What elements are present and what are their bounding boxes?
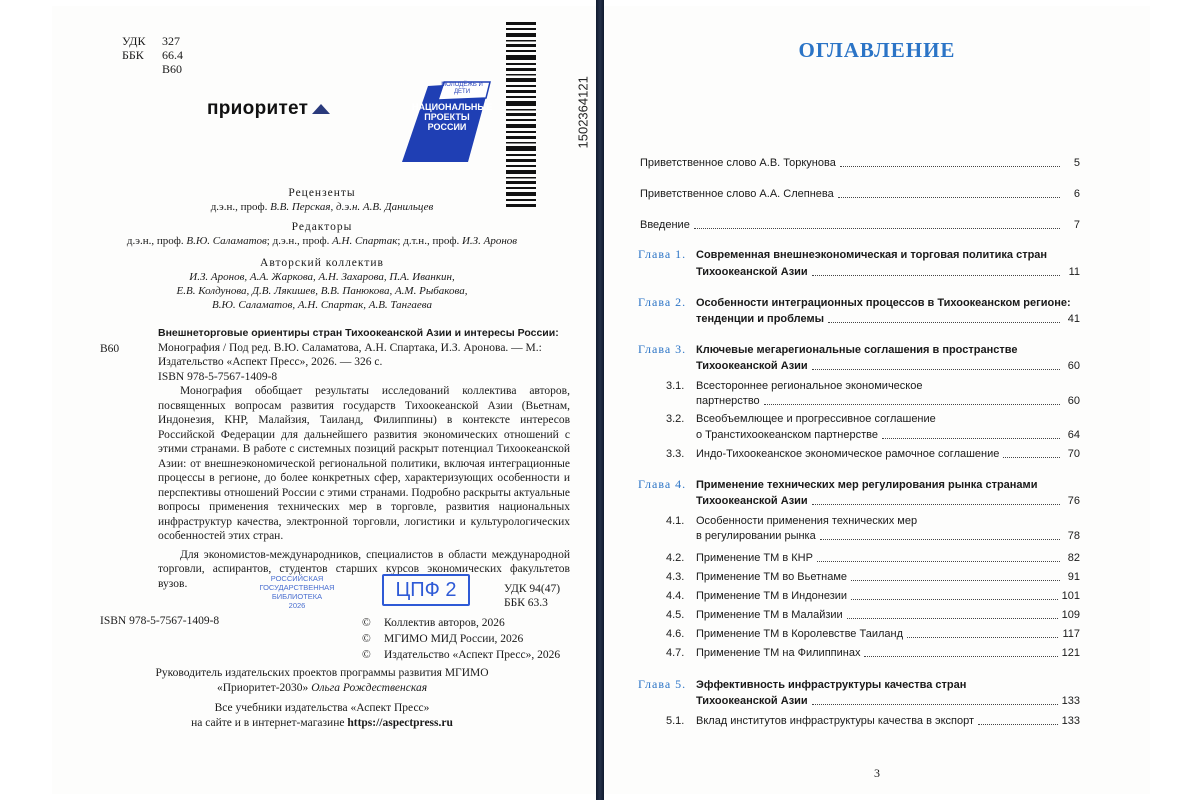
copyright-block bbox=[362, 615, 560, 663]
section-4-1-line2: в регулировании рынка bbox=[696, 530, 816, 542]
head-line-2-prefix: «Приоритет-2030» bbox=[216, 682, 312, 694]
section-5-1-entry[interactable] bbox=[696, 714, 1080, 728]
toc-entry-intro[interactable] bbox=[640, 218, 1080, 232]
chapter-4-label: Глава 4. bbox=[638, 477, 687, 491]
copyright-symbol-1: © bbox=[362, 617, 371, 629]
toc-entry-label: Введение bbox=[640, 219, 690, 231]
chapter-2-label: Глава 2. bbox=[638, 295, 687, 309]
priority-arrow-icon bbox=[312, 104, 330, 114]
catalog-isbn: ISBN 978-5-7567-1409-8 bbox=[158, 370, 278, 383]
priority-logo bbox=[207, 98, 330, 120]
barcode-number: 1502364121 bbox=[575, 76, 591, 149]
catalog-line-2: Монография / Под ред. В.Ю. Саламатова, А.Н. Спартака, И.З. Аронова. — М.: bbox=[158, 341, 542, 354]
editor-name-1: В.Ю. Саламатов bbox=[186, 235, 267, 247]
page-number: 3 bbox=[874, 766, 880, 780]
section-3-3-page: 70 bbox=[1067, 448, 1080, 460]
section-4-1-num: 4.1. bbox=[666, 515, 685, 527]
library-stamp bbox=[252, 574, 342, 610]
authors-heading: Авторский коллектив bbox=[260, 257, 384, 269]
toc-entry-page: 7 bbox=[1073, 219, 1080, 231]
section-4-3-title: Применение ТМ во Вьетнаме bbox=[696, 571, 847, 583]
chapter-3-label: Глава 3. bbox=[638, 342, 687, 356]
editor-name-3: И.З. Аронов bbox=[461, 235, 518, 247]
section-4-5-title: Применение ТМ в Малайзии bbox=[696, 609, 843, 621]
chapter-4-entry[interactable] bbox=[696, 494, 1080, 508]
section-3-1-num: 3.1. bbox=[666, 380, 685, 392]
chapter-4-title-line1[interactable]: Применение технических мер регулирования рынка странами bbox=[696, 479, 1038, 491]
section-4-2-num: 4.2. bbox=[666, 552, 685, 564]
section-4-3-num: 4.3. bbox=[666, 571, 685, 583]
section-4-2-title: Применение ТМ в КНР bbox=[696, 552, 813, 564]
authors-block bbox=[102, 256, 542, 312]
bbk-bottom: ББК 63.3 bbox=[504, 597, 548, 609]
cpf-stamp: ЦПФ 2 bbox=[382, 574, 470, 606]
section-4-4-entry[interactable] bbox=[696, 589, 1080, 603]
section-3-3-num: 3.3. bbox=[666, 448, 685, 460]
section-4-6-entry[interactable] bbox=[696, 627, 1080, 641]
chapter-1-label: Глава 1. bbox=[638, 247, 687, 261]
copyright-symbol-2: © bbox=[362, 633, 371, 645]
chapter-3-title-line2: Тихоокеанской Азии bbox=[696, 360, 808, 372]
section-4-7-title: Применение ТМ на Филиппинах bbox=[696, 647, 861, 659]
all-books-block bbox=[102, 701, 542, 731]
chapter-3-title-line1[interactable]: Ключевые мегарегиональные соглашения в пространстве bbox=[696, 344, 1018, 356]
section-4-6-page: 117 bbox=[1062, 628, 1080, 640]
copyright-item-1: Коллектив авторов, 2026 bbox=[384, 617, 505, 629]
book-gutter bbox=[596, 0, 604, 800]
section-3-1-entry[interactable] bbox=[696, 394, 1080, 408]
udk-bottom: УДК 94(47) bbox=[504, 583, 561, 595]
isbn-bottom: ISBN 978-5-7567-1409-8 bbox=[100, 615, 220, 627]
section-5-1-num: 5.1. bbox=[666, 715, 685, 727]
reviewers-heading: Рецензенты bbox=[288, 187, 356, 199]
section-5-1-page: 133 bbox=[1061, 715, 1080, 727]
section-3-1-page: 60 bbox=[1067, 395, 1080, 407]
section-4-3-page: 91 bbox=[1067, 571, 1080, 583]
toc-entry-page: 6 bbox=[1073, 188, 1080, 200]
chapter-2-entry[interactable] bbox=[696, 312, 1080, 326]
section-4-7-num: 4.7. bbox=[666, 647, 685, 659]
section-4-1-entry[interactable] bbox=[696, 529, 1080, 543]
section-4-7-entry[interactable] bbox=[696, 646, 1080, 660]
all-books-line-2: на сайте и в интернет-магазине bbox=[191, 717, 348, 729]
catalog-line-3: Издательство «Аспект Пресс», 2026. — 326 с. bbox=[158, 356, 383, 368]
authors-line-3: В.Ю. Саламатов, А.Н. Спартак, А.В. Тангаева bbox=[212, 299, 432, 311]
section-4-5-entry[interactable] bbox=[696, 608, 1080, 622]
library-stamp-l4: 2026 bbox=[288, 601, 306, 610]
chapter-3-entry[interactable] bbox=[696, 359, 1080, 373]
editors-heading: Редакторы bbox=[291, 221, 353, 233]
barcode-area bbox=[504, 18, 591, 214]
editor-name-2: А.Н. Спартак bbox=[332, 235, 398, 247]
toc-entry-page: 5 bbox=[1073, 157, 1080, 169]
section-3-1-line2: партнерство bbox=[696, 395, 760, 407]
np-line2: ПРОЕКТЫ bbox=[424, 112, 470, 122]
section-4-5-page: 109 bbox=[1061, 609, 1080, 621]
aspectpress-link[interactable]: https://aspectpress.ru bbox=[347, 717, 453, 729]
editor-prefix-3: ; д.т.н., проф. bbox=[397, 235, 462, 247]
head-line-2-name: Ольга Рождественская bbox=[311, 682, 428, 694]
np-logo-subtitle: МОЛОДЁЖЬ И ДЕТИ bbox=[441, 82, 483, 95]
reviewers-block bbox=[102, 186, 542, 214]
library-stamp-l1: РОССИЙСКАЯ bbox=[270, 574, 324, 583]
udk-value: 327 bbox=[162, 34, 180, 48]
library-stamp-l2: ГОСУДАРСТВЕННАЯ bbox=[259, 583, 335, 592]
toc-title: ОГЛАВЛЕНИЕ bbox=[798, 38, 956, 62]
section-4-5-num: 4.5. bbox=[666, 609, 685, 621]
section-4-6-num: 4.6. bbox=[666, 628, 685, 640]
priority-logo-text: приоритет bbox=[207, 98, 309, 119]
chapter-5-label: Глава 5. bbox=[638, 677, 687, 691]
head-of-projects bbox=[102, 666, 542, 696]
section-3-2-num: 3.2. bbox=[666, 413, 685, 425]
copyright-item-2: МГИМО МИД России, 2026 bbox=[384, 633, 524, 645]
chapter-2-page: 41 bbox=[1067, 313, 1080, 325]
chapter-1-entry[interactable] bbox=[696, 265, 1080, 279]
editor-prefix-1: д.э.н., проф. bbox=[126, 235, 187, 247]
section-4-4-num: 4.4. bbox=[666, 590, 685, 602]
authors-line-1: И.З. Аронов, А.А. Жаркова, А.Н. Захарова, П.А. Иванкин, bbox=[189, 271, 455, 283]
section-4-2-entry[interactable] bbox=[696, 551, 1080, 565]
catalog-audience: Для экономистов-международников, специалистов в области международной торговли, аспирантов, студентов старших курсов экономических факультетов вузов. bbox=[158, 548, 570, 590]
chapter-5-page: 133 bbox=[1061, 695, 1080, 707]
chapter-1-title-line1[interactable]: Современная внешнеэкономическая и торговая политика стран bbox=[696, 249, 1048, 261]
authors-line-2: Е.В. Колдунова, Д.В. Лякишев, В.В. Панюкова, А.М. Рыбакова, bbox=[176, 285, 468, 297]
editor-prefix-2: ; д.э.н., проф. bbox=[266, 235, 333, 247]
chapter-5-title-line2: Тихоокеанской Азии bbox=[696, 695, 808, 707]
section-4-6-title: Применение ТМ в Королевстве Таиланд bbox=[696, 628, 903, 640]
chapter-2-title-line2: тенденции и проблемы bbox=[696, 313, 825, 325]
section-3-3-title: Индо-Тихоокеанское экономическое рамочное соглашение bbox=[696, 448, 1000, 460]
section-3-3-entry[interactable] bbox=[696, 447, 1080, 461]
section-3-1-line1[interactable]: Всестороннее региональное экономическое bbox=[696, 380, 923, 392]
library-stamp-l3: БИБЛИОТЕКА bbox=[271, 592, 323, 601]
barcode-icon bbox=[504, 18, 558, 214]
udk-top-block bbox=[122, 34, 183, 76]
section-3-2-page: 64 bbox=[1067, 429, 1080, 441]
np-logo-text bbox=[412, 102, 493, 132]
section-3-2-entry[interactable] bbox=[696, 428, 1080, 442]
udk-label: УДК bbox=[122, 34, 146, 48]
author-code: В60 bbox=[162, 62, 183, 76]
reviewers-names: В.В. Перская, д.э.н. А.В. Данильцев bbox=[270, 201, 434, 213]
copyright-symbol-3: © bbox=[362, 649, 371, 661]
section-4-1-line1[interactable]: Особенности применения технических мер bbox=[696, 515, 918, 527]
chapter-4-title-line2: Тихоокеанской Азии bbox=[696, 495, 808, 507]
section-4-4-page: 101 bbox=[1061, 590, 1080, 602]
np-line3: РОССИИ bbox=[427, 122, 467, 132]
section-3-2-line1[interactable]: Всеобъемлющее и прогрессивное соглашение bbox=[696, 413, 936, 425]
chapter-3-page: 60 bbox=[1067, 360, 1080, 372]
catalog-annotation: Монография обобщает результаты исследований коллектива авторов, посвященных вопросам развития государств Тихоокеанской Азии (Вьетнам, Индонезия, КНР, Малайзия, Таиланд, Филиппины) в контексте интересов Российской Федерации для дальнейшего развития экономических отношений с этими странами. В работе с системных позиций раскрыт потенциал Тихоокеанской Азии: от внешнеэкономической региональной политики, включая интеграционные процессы в регионе, до более конкретных сфер, характеризующих особенности и перспективы отношений России с этими странами. Подробно раскрыты актуальные вопросы применения технических мер в торговле, развития национальных инфраструктур качества, электронной торговли, логистики и культурологических особенностей этих стран. bbox=[158, 385, 570, 542]
copyright-item-3: Издательство «Аспект Пресс», 2026 bbox=[384, 649, 561, 661]
toc-entry-label: Приветственное слово А.В. Торкунова bbox=[640, 157, 836, 169]
all-books-line-1: Все учебники издательства «Аспект Пресс» bbox=[214, 702, 430, 714]
chapter-1-title-line2: Тихоокеанской Азии bbox=[696, 266, 808, 278]
chapter-1-page: 11 bbox=[1068, 266, 1080, 278]
left-page bbox=[52, 6, 598, 794]
section-4-3-entry[interactable] bbox=[696, 570, 1080, 584]
section-4-4-title: Применение ТМ в Индонезии bbox=[696, 590, 848, 602]
bbk-label: ББК bbox=[122, 48, 144, 62]
np-line1: НАЦИОНАЛЬНЫЕ bbox=[412, 102, 493, 112]
bbk-value: 66.4 bbox=[162, 48, 183, 62]
toc-entry-label: Приветственное слово А.А. Слепнева bbox=[640, 188, 834, 200]
udk-bottom-block bbox=[504, 582, 560, 610]
section-4-7-page: 121 bbox=[1061, 647, 1080, 659]
catalog-code: В60 bbox=[100, 343, 120, 355]
toc-entry-slepnev[interactable] bbox=[640, 187, 1080, 201]
catalog-title: Внешнеторговые ориентиры стран Тихоокеанской Азии и интересы России: bbox=[158, 327, 559, 339]
chapter-2-title-line1[interactable]: Особенности интеграционных процессов в Тихоокеанском регионе: bbox=[696, 297, 1071, 309]
chapter-5-title-line1[interactable]: Эффективность инфраструктуры качества стран bbox=[696, 679, 967, 691]
section-5-1-title: Вклад институтов инфраструктуры качества в экспорт bbox=[696, 715, 975, 727]
chapter-5-entry[interactable] bbox=[696, 694, 1080, 708]
editors-block bbox=[72, 220, 572, 248]
reviewers-prefix: д.э.н., проф. bbox=[210, 201, 271, 213]
toc-entry-torkunov[interactable] bbox=[640, 156, 1080, 170]
head-line-1: Руководитель издательских проектов программы развития МГИМО bbox=[155, 667, 489, 679]
right-page bbox=[604, 6, 1150, 794]
catalog-record bbox=[100, 326, 570, 591]
section-4-1-page: 78 bbox=[1067, 530, 1080, 542]
section-3-2-line2: о Транстихоокеанском партнерстве bbox=[696, 429, 878, 441]
section-4-2-page: 82 bbox=[1067, 552, 1080, 564]
chapter-4-page: 76 bbox=[1067, 495, 1080, 507]
